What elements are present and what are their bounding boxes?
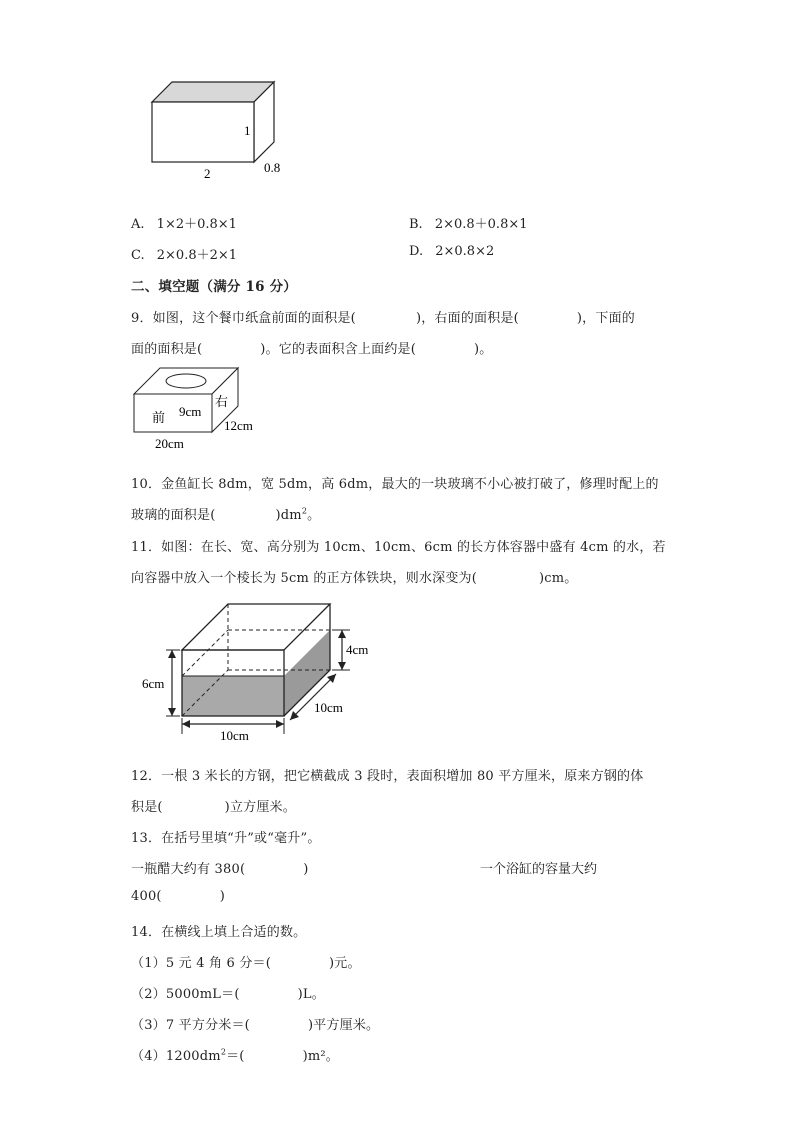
q14-item-3 [131,1014,379,1033]
tissue-opening [166,374,206,388]
q13-item3-close: ) [219,889,225,904]
option-a-letter: A. [131,217,145,232]
q14-item-4-exponent: 2 [220,1047,227,1057]
q11-line1: 11．如图：在长、宽、高分别为 10cm、10cm、6cm 的长方体容器中盛有 4cm 的水，若 [131,540,666,555]
q14-item-1-unit: )元。 [329,956,361,971]
q9-line2 [131,338,493,357]
q14-item-4 [131,1045,339,1064]
right-label: 右 [215,394,229,409]
q10-text-c: 。 [307,508,321,523]
container-height-label: 6cm [142,676,165,691]
q13-item1 [131,858,309,877]
q13-item2: 一个浴缸的容量大约 [480,862,598,877]
q13-item1-text: 一瓶醋大约有 380( [131,862,246,877]
q13-item1-close: ) [303,862,309,877]
option-b-expr: 2×0.8＋0.8×1 [434,217,528,232]
q14-item-1-text: （1）5 元 4 角 6 分＝( [131,956,272,971]
q13-item3 [131,889,225,904]
q9-text-b: )，右面的面积是( [415,311,519,326]
tissue-box-figure [126,362,276,454]
q9-line1 [131,307,635,326]
q12-text-a: 积是( [131,800,163,815]
q11-text-a: 向容器中放入一个棱长为 5cm 的正方体铁块，则水深变为( [131,571,478,586]
water-front [182,676,284,716]
q12-line2 [131,796,296,815]
q9-text-e: )。它的表面积含上面约是( [260,342,417,357]
option-d[interactable] [409,244,494,259]
q14-item-4-text: （4）1200dm [131,1049,221,1064]
q14-item-4-eq: ＝( [226,1049,245,1064]
cuboid-figure [140,76,300,186]
q14-item-4-unit: )m²。 [302,1049,340,1064]
option-c-letter: C. [131,248,145,263]
q11-line2 [131,567,578,586]
q14-item-1 [131,952,361,971]
cuboid-height-label: 1 [244,123,251,138]
q14-item-2-text: （2）5000mL＝( [131,987,240,1002]
q14-line1: 14．在横线上填上合适的数。 [131,925,307,940]
q9-text-d: 面的面积是( [131,342,203,357]
option-a-expr: 1×2＋0.8×1 [156,217,237,232]
q12-line1: 12．一根 3 米长的方钢，把它横截成 3 段时，表面积增加 80 平方厘米，原来方钢的体 [131,769,644,784]
q9-text-f: )。 [474,342,493,357]
option-d-expr: 2×0.8×2 [435,244,495,259]
q14-item-3-unit: )平方厘米。 [307,1018,380,1033]
q10-text-a: 玻璃的面积是( [131,508,216,523]
q10-line1: 10．金鱼缸长 8dm，宽 5dm，高 6dm，最大的一块玻璃不小心被打破了，修理时配上的 [131,477,659,492]
option-b[interactable] [409,213,528,232]
q13-line1: 13．在括号里填“升”或“毫升”。 [131,831,321,846]
section-title: 二、填空题（满分 16 分） [131,279,297,295]
q14-item-3-text: （3）7 平方分米＝( [131,1018,250,1033]
q10-text-b: )dm [275,508,302,523]
front-label: 前 [152,410,166,425]
container-length-label: 10cm [314,700,343,715]
q9-text-c: )，下面的 [576,311,635,326]
q14-item-2-unit: )L。 [297,987,325,1002]
q11-text-b: )cm。 [539,571,578,586]
box-width-label: 12cm [224,418,253,433]
container-figure [136,596,386,746]
q10-line2 [131,504,320,523]
option-c-expr: 2×0.8＋2×1 [156,248,238,263]
cuboid-width-label: 0.8 [264,160,281,175]
option-a[interactable] [131,213,237,232]
cuboid-length-label: 2 [204,166,211,181]
box-height-label: 9cm [179,404,202,419]
q12-text-b: )立方厘米。 [224,800,296,815]
option-d-letter: D. [409,244,424,259]
option-c[interactable] [131,244,237,263]
water-depth-label: 4cm [346,642,369,657]
box-length-label: 20cm [155,436,184,451]
option-b-letter: B. [409,217,423,232]
q13-item3-text: 400( [131,889,162,904]
container-width-label: 10cm [220,728,249,743]
q14-item-2 [131,983,325,1002]
q10-unit-exponent: 2 [301,506,308,516]
q9-text-a: 9．如图，这个餐巾纸盒前面的面积是( [131,311,356,326]
